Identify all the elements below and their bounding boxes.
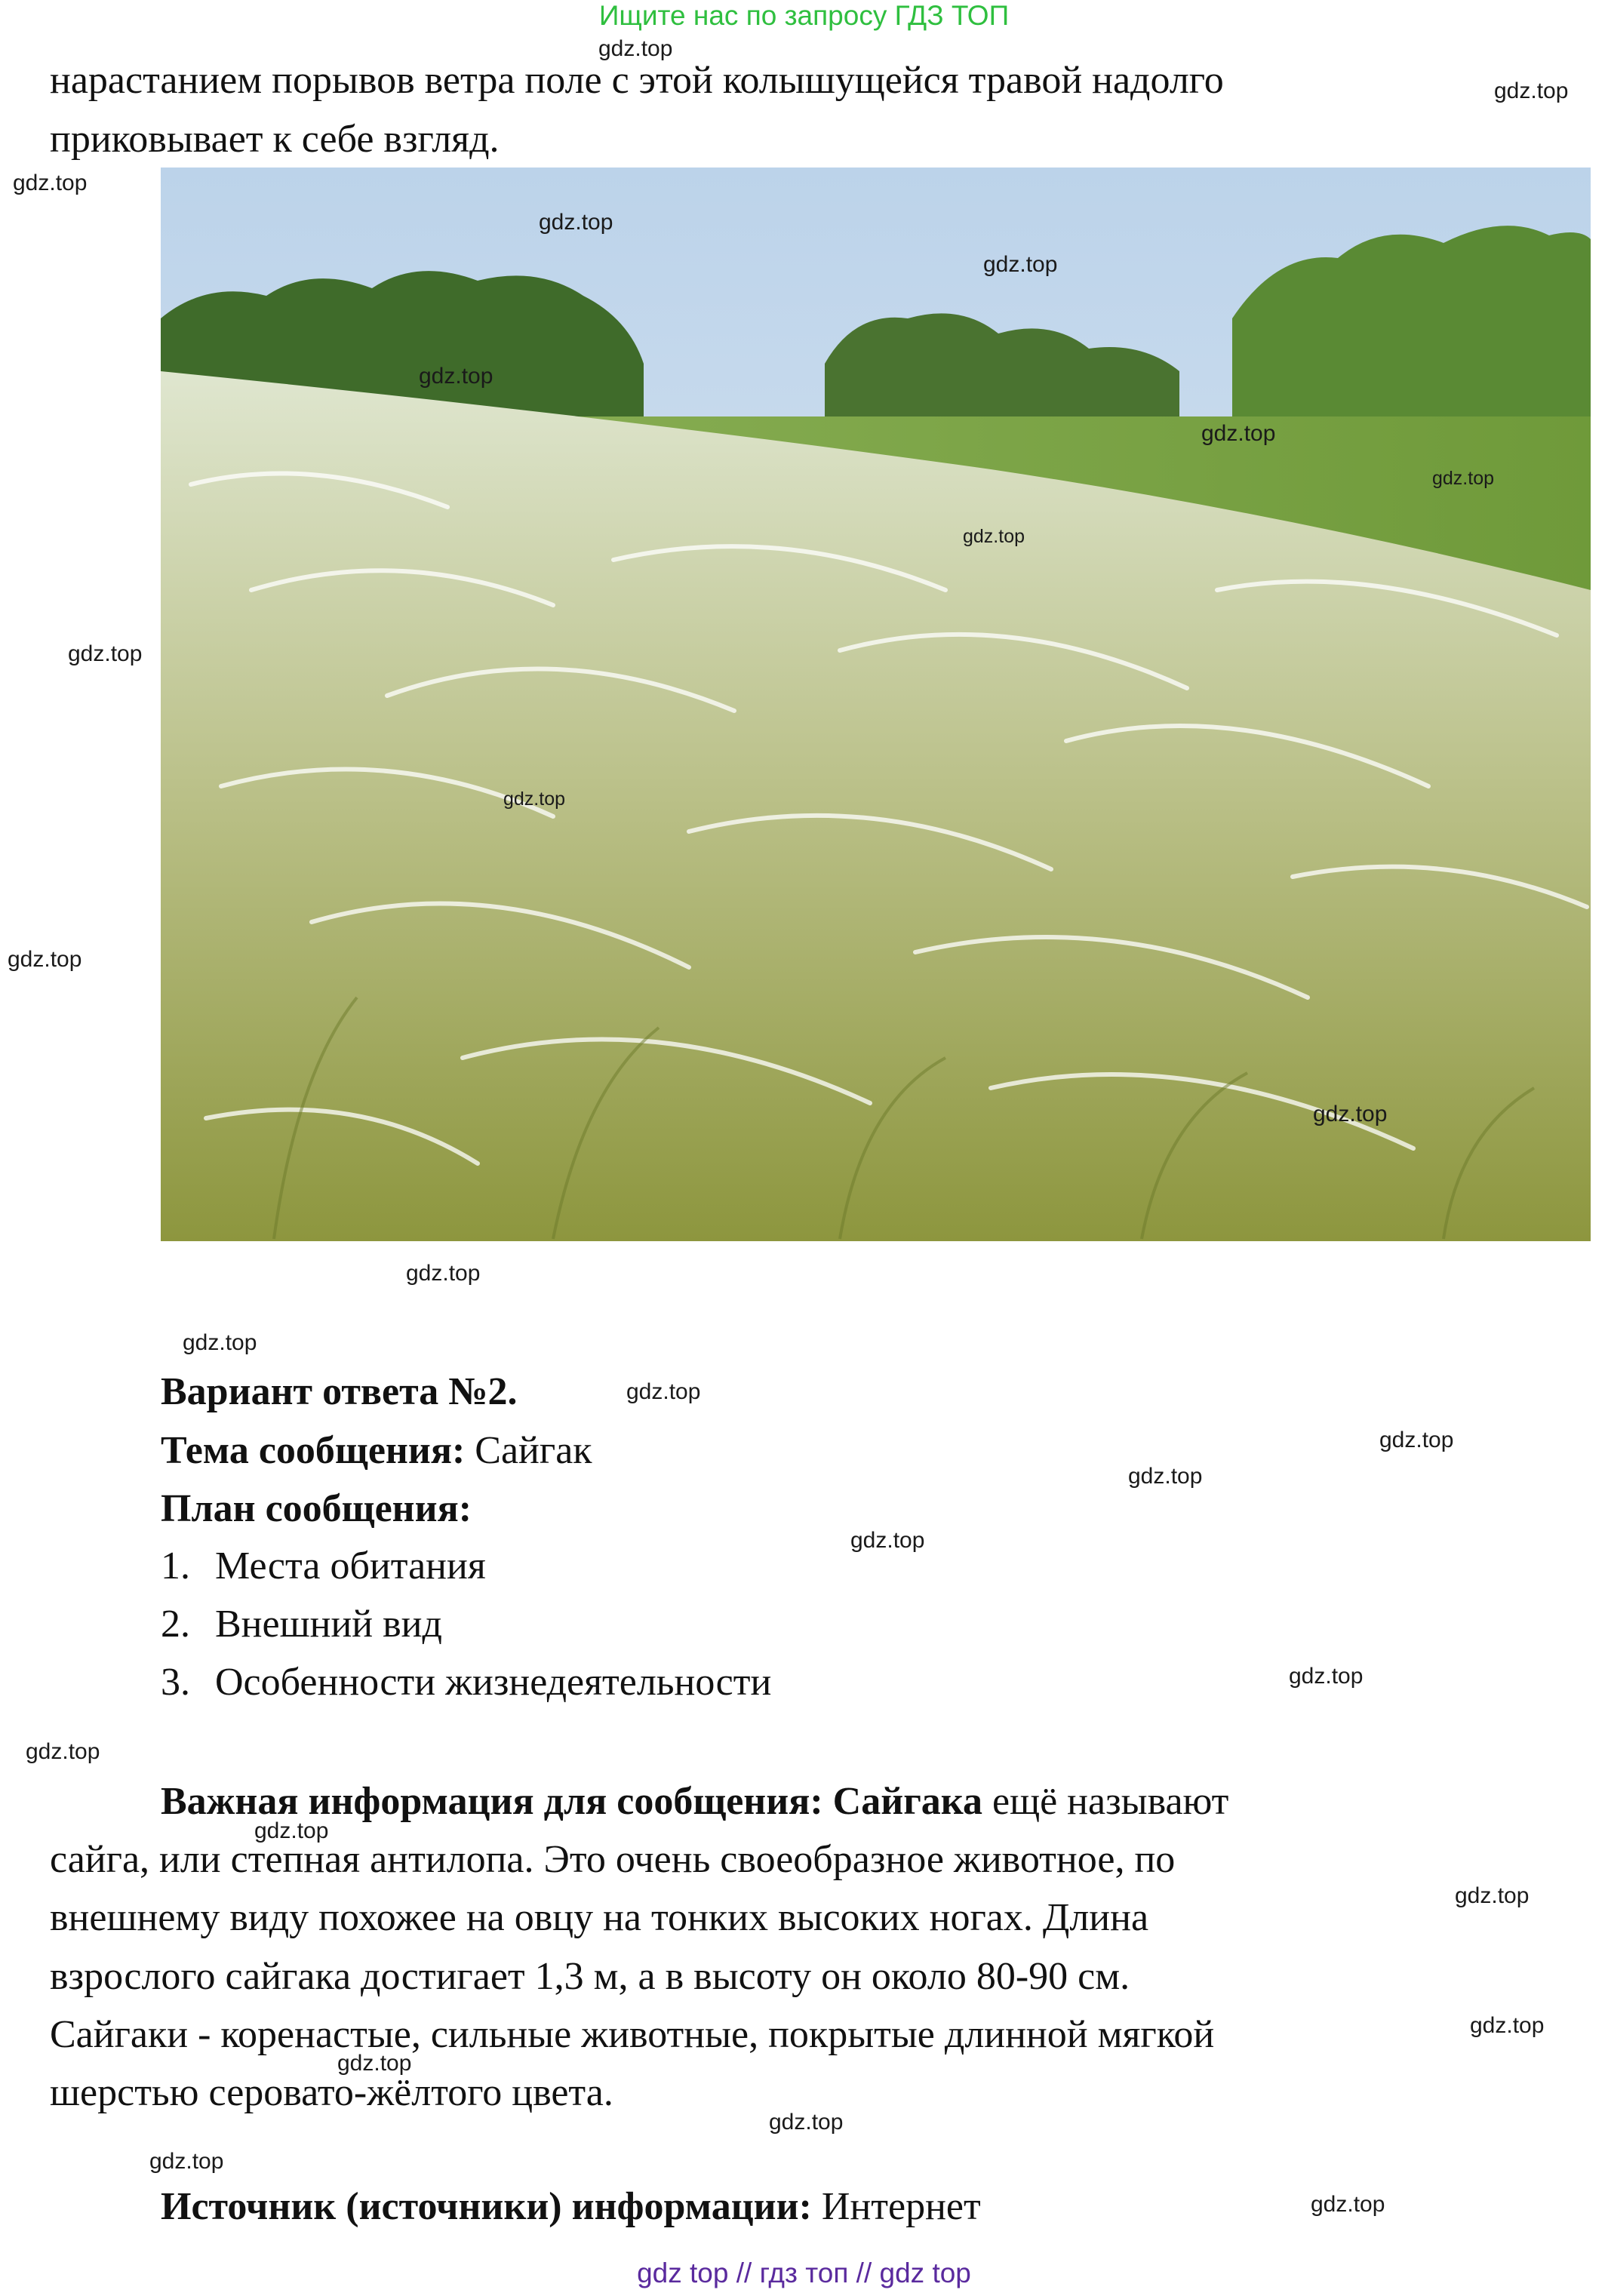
- source-value: Интернет: [811, 2185, 981, 2228]
- info-line-4: взрослого сайгака достигает 1,3 м, а в высоту он около 80-90 см.: [50, 1955, 1130, 1998]
- watermark: gdz.top: [1432, 468, 1495, 489]
- watermark: gdz.top: [503, 788, 566, 810]
- plan-item-text: Места обитания: [215, 1544, 486, 1588]
- watermark: gdz.top: [149, 2149, 224, 2174]
- watermark: gdz.top: [1201, 421, 1276, 446]
- watermark: gdz.top: [1455, 1883, 1530, 1908]
- watermark: gdz.top: [539, 210, 613, 235]
- plan-item-text: Особенности жизнедеятельности: [215, 1661, 772, 1704]
- plan-item-number: 3.: [161, 1661, 190, 1704]
- watermark: gdz.top: [1313, 1102, 1388, 1126]
- info-line-5: Сайгаки - коренастые, сильные животные, покрытые длинной мягкой: [50, 2013, 1215, 2056]
- watermark: gdz.top: [26, 1739, 100, 1764]
- watermark: gdz.top: [8, 947, 82, 972]
- top-banner[interactable]: Ищите нас по запросу ГДЗ ТОП: [598, 0, 1010, 31]
- watermark: gdz.top: [1470, 2013, 1545, 2038]
- feather-grass-steppe-photo: [161, 168, 1591, 1241]
- topic-line: [161, 1422, 592, 1480]
- info-line-1: [161, 1772, 1388, 1830]
- intro-line-2: приковывает к себе взгляд.: [50, 118, 500, 161]
- variant-title: Вариант ответа №2.: [161, 1370, 518, 1413]
- plan-item-number: 2.: [161, 1603, 190, 1646]
- watermark: gdz.top: [626, 1379, 701, 1404]
- watermark: gdz.top: [13, 171, 88, 195]
- info-line-6: шерстью серовато-жёлтого цвета.: [50, 2071, 613, 2114]
- topic-label: Тема сообщения:: [161, 1429, 466, 1472]
- info-line-3: внешнему виду похожее на овцу на тонких высоких ногах. Длина: [50, 1896, 1149, 1939]
- watermark: gdz.top: [1379, 1428, 1454, 1452]
- watermark: gdz.top: [598, 36, 673, 61]
- intro-line-1: нарастанием порывов ветра поле с этой колышущейся травой надолго: [50, 59, 1224, 102]
- watermark: gdz.top: [1289, 1664, 1364, 1689]
- watermark: gdz.top: [850, 1528, 925, 1553]
- watermark: gdz.top: [419, 364, 493, 389]
- watermark: gdz.top: [183, 1330, 257, 1355]
- info-line-2: сайга, или степная антилопа. Это очень своеобразное животное, по: [50, 1838, 1176, 1881]
- watermark: gdz.top: [983, 252, 1058, 277]
- plan-item-text: Внешний вид: [215, 1603, 442, 1646]
- topic-value: Сайгак: [465, 1429, 592, 1472]
- plan-item-number: 1.: [161, 1544, 190, 1588]
- watermark: gdz.top: [1494, 78, 1569, 103]
- watermark: gdz.top: [963, 526, 1025, 547]
- source-label: Источник (источники) информации:: [161, 2185, 812, 2228]
- plan-label: План сообщения:: [161, 1487, 472, 1530]
- plan-item-3: [161, 1653, 771, 1711]
- watermark: gdz.top: [1128, 1464, 1203, 1489]
- plan-item-2: [161, 1595, 442, 1653]
- watermark: gdz.top: [68, 641, 143, 666]
- plan-item-1: [161, 1537, 486, 1595]
- watermark: gdz.top: [406, 1261, 481, 1286]
- watermark: gdz.top: [769, 2110, 844, 2135]
- source-line: [161, 2178, 981, 2236]
- info-line-1-rest: ещё называют: [982, 1780, 1229, 1823]
- watermark: gdz.top: [1311, 2192, 1385, 2217]
- footer-links[interactable]: gdz top // гдз топ // gdz top: [637, 2258, 971, 2288]
- watermark: gdz.top: [337, 2051, 412, 2076]
- watermark: gdz.top: [254, 1818, 329, 1843]
- info-label: Важная информация для сообщения: Сайгака: [161, 1780, 982, 1823]
